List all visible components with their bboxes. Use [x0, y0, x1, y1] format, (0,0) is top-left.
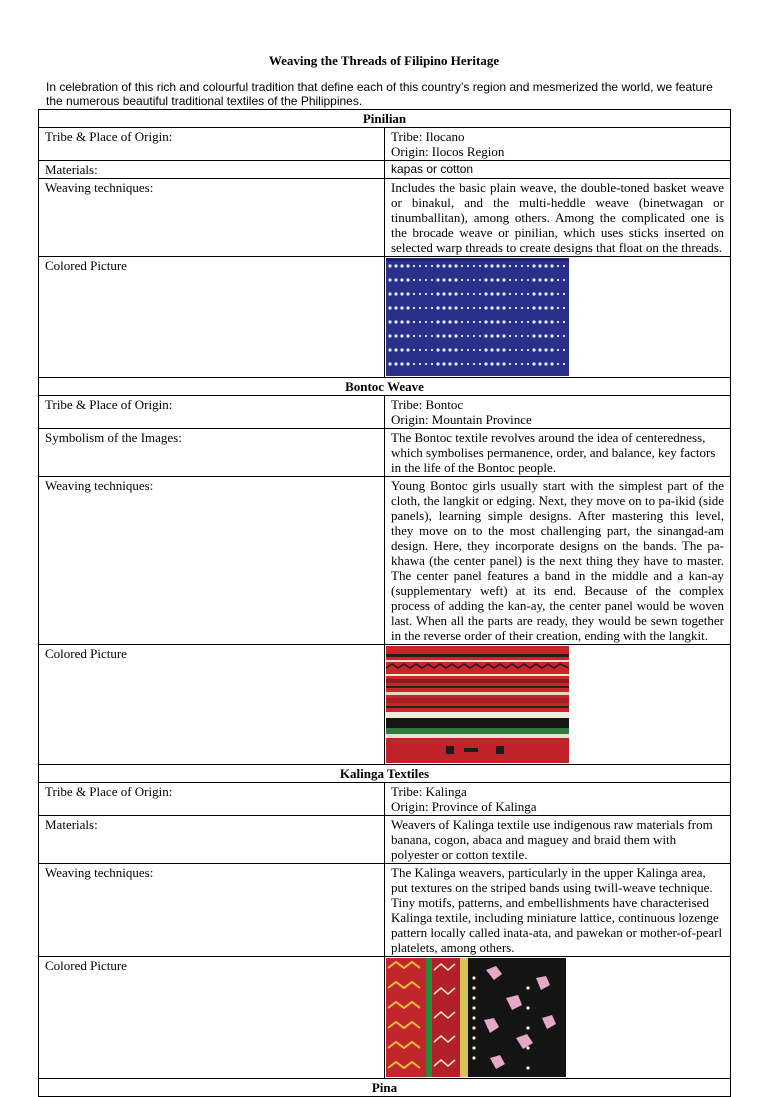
intro-paragraph: In celebration of this rich and colourful tradition that define each of this country’s region and mesmerized the world, we feature the numerous beautiful traditional textiles of the Philippines. — [46, 80, 713, 108]
weaving-label: Weaving techniques: — [39, 477, 385, 645]
materials-label: Materials: — [39, 161, 385, 179]
kalinga-heading: Kalinga Textiles — [39, 765, 731, 783]
tribe-place-label: Tribe & Place of Origin: — [39, 396, 385, 429]
materials-label: Materials: — [39, 816, 385, 864]
kalinga-materials: Weavers of Kalinga textile use indigenous raw materials from banana, cogon, abaca and maguey and braid them with polyester or cotton textile. — [385, 816, 731, 864]
colored-picture-label: Colored Picture — [39, 645, 385, 765]
kalinga-textile-image — [386, 958, 566, 1077]
pinilian-heading: Pinilian — [39, 110, 731, 128]
colored-picture-label: Colored Picture — [39, 257, 385, 378]
bontoc-tribe: Tribe: Bontoc — [391, 397, 464, 412]
section-header-row — [39, 1079, 731, 1097]
section-header-row — [39, 378, 731, 396]
table-row — [39, 257, 731, 378]
kalinga-tribe: Tribe: Kalinga — [391, 784, 467, 799]
weaving-label: Weaving techniques: — [39, 179, 385, 257]
table-row — [39, 477, 731, 645]
pinilian-tribe: Tribe: Ilocano — [391, 129, 465, 144]
bontoc-weaving: Young Bontoc girls usually start with the simplest part of the cloth, the langkit or edging. Next, they move on to pa-ikid (side panels), learning simple designs. After mastering this level, they move on to the most challenging part, the sinangad-am design. Here, they incorporate designs on the bands. The pa-khawa (the center panel) is the next thing they have to master. The center panel features a band in the middle and a kan-ay (supplementary weft) at its end. Because of the complex process of adding the kan-ay, the center panel would be woven last. When all the parts are ready, they would be sewn together in the reverse order of their creation, ending with the langkit. — [385, 477, 731, 645]
bontoc-heading: Bontoc Weave — [39, 378, 731, 396]
bontoc-tribe-cell — [385, 396, 731, 429]
table-row — [39, 161, 731, 179]
page-title: Weaving the Threads of Filipino Heritage — [268, 53, 500, 68]
pinilian-materials: kapas or cotton — [385, 161, 731, 179]
pinilian-tribe-cell — [385, 128, 731, 161]
bontoc-origin: Origin: Mountain Province — [391, 412, 532, 427]
tribe-place-label: Tribe & Place of Origin: — [39, 783, 385, 816]
kalinga-tribe-cell — [385, 783, 731, 816]
kalinga-picture-cell — [385, 957, 731, 1079]
kalinga-origin: Origin: Province of Kalinga — [391, 799, 537, 814]
kalinga-weaving: The Kalinga weavers, particularly in the upper Kalinga area, put textures on the striped bands using twill-weave technique. Tiny motifs, patterns, and embellishments have characterised Kalinga textile, including miniature lattice, continuous lozenge pattern locally called inata-ata, and pawekan or mother-of-pearl platelets, among others. — [385, 864, 731, 957]
table-row — [39, 429, 731, 477]
bontoc-symbolism: The Bontoc textile revolves around the idea of centeredness, which symbolises permanence, order, and balance, key factors in the life of the Bontoc people. — [385, 429, 731, 477]
tribe-place-label: Tribe & Place of Origin: — [39, 128, 385, 161]
pinilian-origin: Origin: Ilocos Region — [391, 144, 505, 159]
textiles-table — [38, 109, 731, 1097]
bontoc-picture-cell — [385, 645, 731, 765]
table-row — [39, 179, 731, 257]
table-row — [39, 957, 731, 1079]
section-header-row — [39, 765, 731, 783]
table-row — [39, 783, 731, 816]
table-row — [39, 396, 731, 429]
table-row — [39, 864, 731, 957]
table-row — [39, 816, 731, 864]
pinilian-picture-cell — [385, 257, 731, 378]
table-row — [39, 645, 731, 765]
weaving-label: Weaving techniques: — [39, 864, 385, 957]
colored-picture-label: Colored Picture — [39, 957, 385, 1079]
table-row — [39, 128, 731, 161]
pina-heading: Pina — [39, 1079, 731, 1097]
section-header-row — [39, 110, 731, 128]
pinilian-weaving: Includes the basic plain weave, the double-toned basket weave or binakul, and the multi-heddle weave (binetwagan or tinumballitan), among others. Among the complicated one is the brocade weave or pinilian, which uses sticks inserted on selected warp threads to create designs that float on the threads. — [385, 179, 731, 257]
bontoc-textile-image — [386, 646, 569, 763]
pinilian-textile-image — [386, 258, 569, 376]
symbolism-label: Symbolism of the Images: — [39, 429, 385, 477]
